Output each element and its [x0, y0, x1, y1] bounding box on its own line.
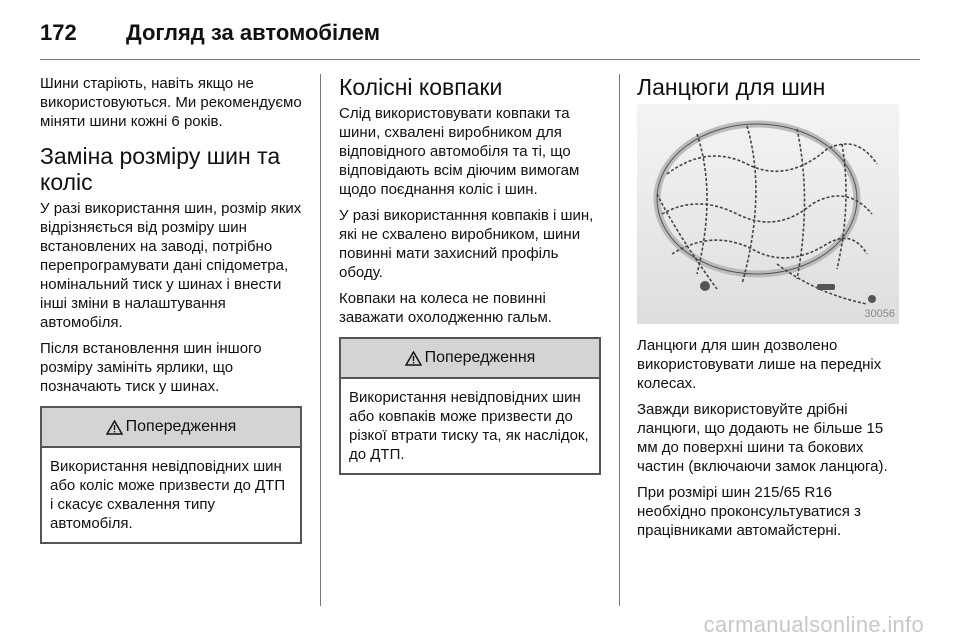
page-number: 172 [40, 20, 77, 45]
warning-header [42, 408, 300, 448]
warning-box [339, 337, 601, 475]
snow-chain-illustration [637, 104, 899, 324]
warning-text: Використання невідповідних шин або ковпаків може призвести до різкої втрати тиску та, як наслідок, до ДТП. [349, 389, 589, 463]
warning-triangle-icon [405, 351, 422, 366]
column-3 [637, 74, 899, 547]
watermark: carmanualsonline.info [703, 612, 924, 637]
paragraph: При розмірі шин 215/65 R16 необхідно проконсультуватися з працівниками автомайстерні. [637, 484, 861, 539]
warning-text: Використання невідповідних шин або коліс може призвести до ДТП і скасує схвалення типу автомобіля. [50, 458, 286, 532]
intro-paragraph: Шини старіють, навіть якщо не використовуються. Ми рекомендуємо міняти шини кожні 6 років. [40, 75, 302, 130]
section-heading-tire-size: Заміна розміру шин та коліс [40, 143, 281, 195]
section-heading-snow-chains: Ланцюги для шин [637, 74, 826, 100]
warning-triangle-icon [106, 420, 123, 435]
paragraph: Ланцюги для шин дозволено використовувати лише на передніх колесах. [637, 337, 882, 392]
warning-title: Попередження [125, 418, 237, 435]
column-divider-1 [320, 74, 321, 606]
column-2 [339, 74, 601, 475]
paragraph: У разі використання шин, розмір яких відрізняється від розміру шин встановлених на заводі, потрібно перепрограмувати дані спідометра, номінальний тиск у шинах і внести інші зміни в налаштування автомобіля. [40, 200, 302, 331]
warning-header [341, 339, 599, 379]
paragraph: Ковпаки на колеса не повинні заважати охолодженню гальм. [339, 290, 552, 326]
warning-box [40, 406, 302, 544]
page-header [40, 18, 380, 48]
paragraph: Слід використовувати ковпаки та шини, схвалені виробником для відповідного автомобіля та ті, що відповідають всім діючим вимогам щодо поєднання коліс і шин. [339, 105, 580, 198]
page-title: Догляд за автомобілем [126, 20, 381, 45]
warning-title: Попередження [424, 349, 536, 366]
column-divider-2 [619, 74, 620, 606]
section-heading-wheel-covers: Колісні ковпаки [339, 74, 503, 100]
paragraph: Після встановлення шин іншого розміру замініть ярлики, що позначають тиск у шинах. [40, 340, 262, 395]
header-rule [40, 59, 920, 60]
figure-code: 30056 [864, 308, 895, 320]
paragraph: Завжди використовуйте дрібні ланцюги, що додають не більше 15 мм до поверхні шини та бокових частин (включаючи замок ланцюга). [637, 401, 888, 475]
paragraph: У разі використанння ковпаків і шин, які не схвалено виробником, шини повинні мати захисний профіль ободу. [339, 207, 594, 281]
snow-chain-icon [637, 104, 899, 324]
column-1 [40, 74, 302, 544]
